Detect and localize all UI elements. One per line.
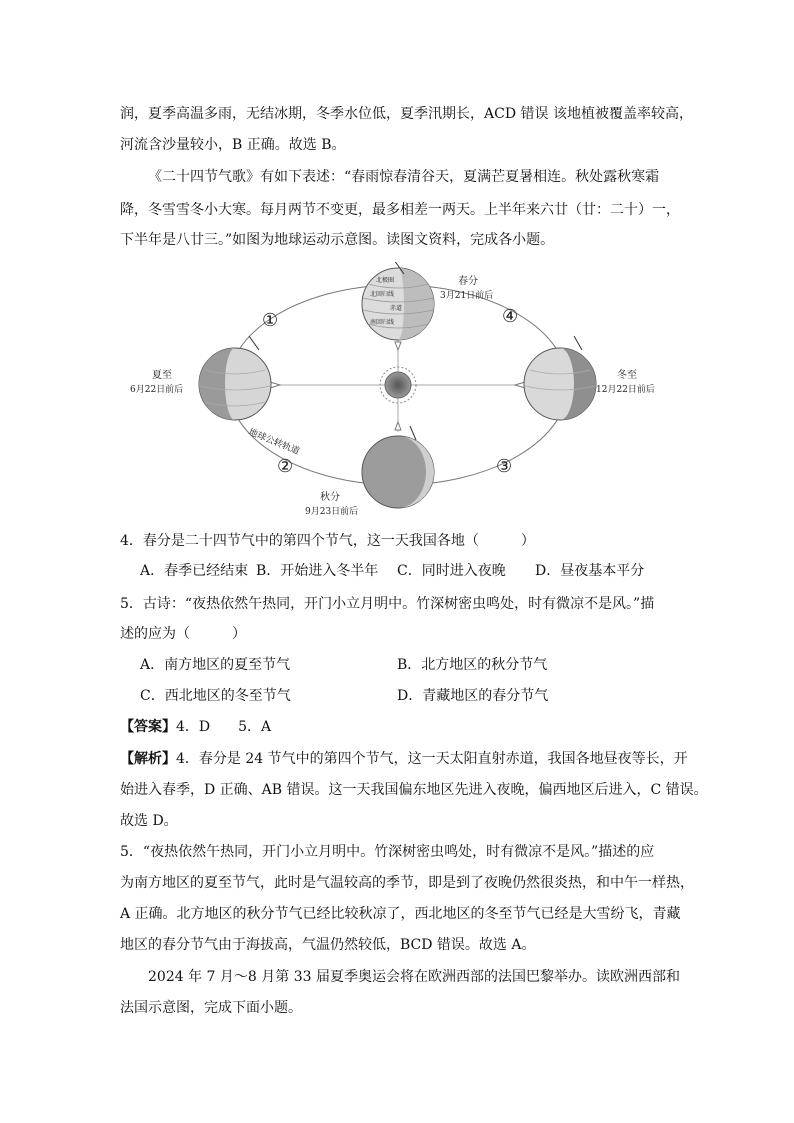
q4-option-a: A．春季已经结束 — [140, 563, 249, 579]
earth-revolution-diagram — [130, 262, 670, 522]
analysis-line-1 — [120, 749, 688, 769]
arrow-left — [270, 382, 280, 388]
intro-line-2: 降，冬雪雪冬小大寒。每月两节不变更，最多相差一两天。上半年来六廿（廿：二十）一， — [120, 202, 680, 218]
arrow-top — [395, 342, 401, 350]
spring-equinox-globe — [362, 262, 434, 340]
marker-2: ② — [277, 456, 294, 477]
winter-date: 12月22日前后 — [596, 385, 655, 395]
autumn-equinox-globe — [362, 426, 434, 508]
summer-date: 6月22日前后 — [130, 385, 184, 395]
q5-stem-line-1: 5．古诗：“夜热依然午热同，开门小立月明中。竹深树密虫鸣处，时有微凉不是风。”描 — [120, 596, 655, 612]
prev-answer-line-1: 润，夏季高温多雨，无结冰期，冬季水位低，夏季汛期长，ACD 错误 该地植被覆盖率较高， — [120, 106, 693, 122]
autumn-date: 9月23日前后 — [305, 507, 359, 517]
summer-label: 夏至 — [152, 370, 172, 381]
spring-label: 春分 — [458, 276, 478, 287]
analysis-line-2: 始进入春季，D 正确、AB 错误。这一天我国偏东地区先进入夜晚，偏西地区后进入，C 错误。 — [120, 782, 708, 798]
q4-option-d: D．昼夜基本平分 — [535, 563, 645, 579]
globe-line-equator: 赤道 — [390, 305, 403, 312]
q4-option-c: C．同时进入夜晚 — [397, 563, 506, 579]
q5-option-b: B．北方地区的秋分节气 — [397, 657, 548, 673]
globe-line-tropic-n: 北回归线 — [370, 291, 395, 298]
q4-stem: 4．春分是二十四节气中的第四个节气，这一天我国各地（ ） — [120, 533, 535, 549]
analysis-line-5: 为南方地区的夏至节气，此时是气温较高的季节，即是到了夜晚仍然很炎热，和中午一样热， — [120, 875, 694, 891]
q4-option-b: B．开始进入冬半年 — [256, 563, 379, 579]
summer-solstice-globe — [199, 336, 271, 420]
prev-answer-line-2: 河流含沙量较小，B 正确。故选 B。 — [120, 137, 346, 153]
q5-option-c: C．西北地区的冬至节气 — [140, 688, 291, 704]
intro-line-1: 《二十四节气歌》有如下表述：“春雨惊春清谷天，夏满芒夏暑相连。秋处露秋寒霜 — [148, 169, 660, 185]
intro-line-3: 下半年是八廿三。”如图为地球运动示意图。读图文资料，完成各小题。 — [120, 232, 555, 248]
autumn-label: 秋分 — [320, 492, 340, 503]
orbit-label: 地球公转轨道 — [246, 427, 301, 458]
q5-stem-line-2: 述的应为（ ） — [120, 626, 246, 642]
sun — [380, 367, 416, 403]
spring-date: 3月21日前后 — [440, 291, 494, 301]
analysis-line-4: 5．“夜热依然午热同，开门小立月明中。竹深树密虫鸣处，时有微凉不是风。”描述的应 — [120, 844, 655, 860]
answer-text: 4．D 5．A — [176, 719, 272, 735]
winter-solstice-globe — [524, 336, 596, 420]
answer-line — [120, 717, 271, 737]
marker-4: ④ — [502, 306, 519, 327]
q5-option-d: D．青藏地区的春分节气 — [397, 688, 549, 704]
analysis-line-7: 地区的春分节气由于海拔高，气温仍然较低，BCD 错误。故选 A。 — [120, 937, 536, 953]
analysis-text-1: 4．春分是 24 节气中的第四个节气，这一天太阳直射赤道，我国各地昼夜等长，开 — [176, 751, 688, 767]
globe-line-arctic: 北极圈 — [376, 277, 395, 284]
answer-tag: 【答案】 — [120, 719, 176, 735]
next-intro-line-1: 2024 年 7 月～8 月第 33 届夏季奥运会将在欧洲西部的法国巴黎举办。读欧洲西部和 — [148, 969, 680, 985]
winter-label: 冬至 — [617, 370, 637, 381]
arrow-bottom — [395, 422, 401, 430]
q5-option-a: A．南方地区的夏至节气 — [140, 657, 291, 673]
marker-3: ③ — [496, 456, 513, 477]
marker-1: ① — [262, 310, 279, 331]
globe-line-tropic-s: 南回归线 — [370, 319, 395, 326]
analysis-line-6: A 正确。北方地区的秋分节气已经比较秋凉了，西北地区的冬至节气已经是大雪纷飞，青藏 — [120, 906, 681, 922]
analysis-line-3: 故选 D。 — [120, 813, 178, 829]
analysis-tag: 【解析】 — [120, 751, 176, 767]
next-intro-line-2: 法国示意图，完成下面小题。 — [120, 1000, 302, 1016]
arrow-right — [515, 382, 525, 388]
